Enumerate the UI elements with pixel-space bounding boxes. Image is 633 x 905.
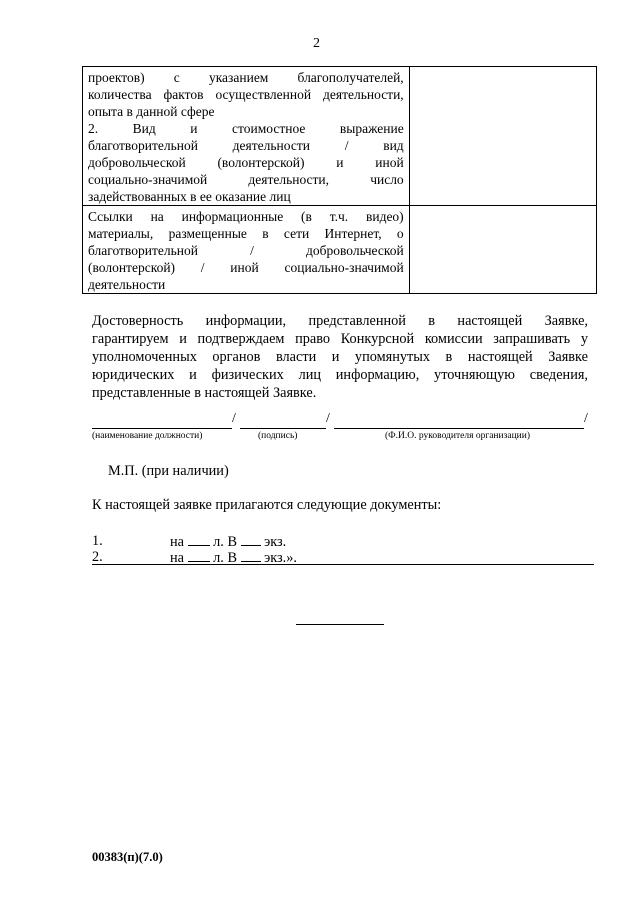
signature-line <box>240 428 326 429</box>
declaration-line: гарантируем и подтверждаем право Конкурсной комиссии запрашивать у <box>92 331 588 347</box>
copies-blank <box>241 549 261 562</box>
table-row <box>83 67 597 206</box>
declaration-line: Достоверность информации, представленной в настоящей Заявке, <box>92 313 588 329</box>
attachments-intro: К настоящей заявке прилагаются следующие документы: <box>92 497 442 513</box>
name-signature-line <box>334 428 584 429</box>
attachment-number: 2. <box>92 549 103 565</box>
copies-blank <box>241 533 261 546</box>
declaration-line: юридических и физических лиц информацию, уточняющую сведения, <box>92 367 588 383</box>
table-text-line: опыта в данной сфере <box>88 104 215 119</box>
name-caption: (Ф.И.О. руководителя организации) <box>385 431 530 441</box>
declaration-line: уполномоченных органов власти и упомянутых в настоящей Заявке <box>92 349 588 365</box>
position-signature-line <box>92 428 232 429</box>
table-text-line: социально-значимой деятельности, число <box>88 172 404 187</box>
position-caption: (наименование должности) <box>92 431 203 441</box>
attachment-copies: экз. <box>264 534 287 550</box>
attachment-sheets: л. В <box>213 534 237 550</box>
signature-slash: / <box>584 411 588 426</box>
table-text-line: Ссылки на информационные (в т.ч. видео) <box>88 209 404 224</box>
table-text-line: проектов) с указанием благополучателей, <box>88 70 404 85</box>
table-text-line: деятельности <box>88 277 166 292</box>
attachment-copies: экз.». <box>264 550 297 566</box>
page-number: 2 <box>313 36 320 51</box>
stamp-label: М.П. (при наличии) <box>108 463 229 479</box>
application-table <box>82 66 597 294</box>
declaration-line: представленные в настоящей Заявке. <box>92 385 317 401</box>
end-of-document-rule <box>296 624 384 625</box>
document-code: 00383(п)(7.0) <box>92 850 163 864</box>
table-cell-answer <box>409 67 596 206</box>
signature-slash: / <box>232 411 236 426</box>
table-text-line: добровольческой (волонтерской) и иной <box>88 155 404 170</box>
sheets-blank <box>188 533 210 546</box>
table-text-line: (волонтерской) / иной социально-значимой <box>88 260 404 275</box>
table-text-line: задействованных в ее оказание лиц <box>88 189 291 204</box>
sheets-blank <box>188 549 210 562</box>
table-text-line: 2. Вид и стоимостное выражение <box>88 121 404 136</box>
table-cell-answer <box>409 206 596 294</box>
table-cell-media-links <box>83 206 410 294</box>
attachment-on: на <box>170 534 184 550</box>
table-cell-activity-description <box>83 67 410 206</box>
table-text-line: материалы, размещенные в сети Интернет, о <box>88 226 404 241</box>
table-text-line: благотворительной деятельности / вид <box>88 138 404 153</box>
declaration-paragraph <box>92 312 588 402</box>
attachment-on: на <box>170 550 184 566</box>
attachments-bottom-rule <box>92 564 594 565</box>
table-text-line: благотворительной / добровольческой <box>88 243 404 258</box>
attachment-number: 1. <box>92 533 103 549</box>
signature-caption: (подпись) <box>258 431 298 441</box>
table-row <box>83 206 597 294</box>
signature-slash: / <box>326 411 330 426</box>
table-text-line: количества фактов осуществленной деятельности, <box>88 87 404 102</box>
attachment-sheets: л. В <box>213 550 237 566</box>
